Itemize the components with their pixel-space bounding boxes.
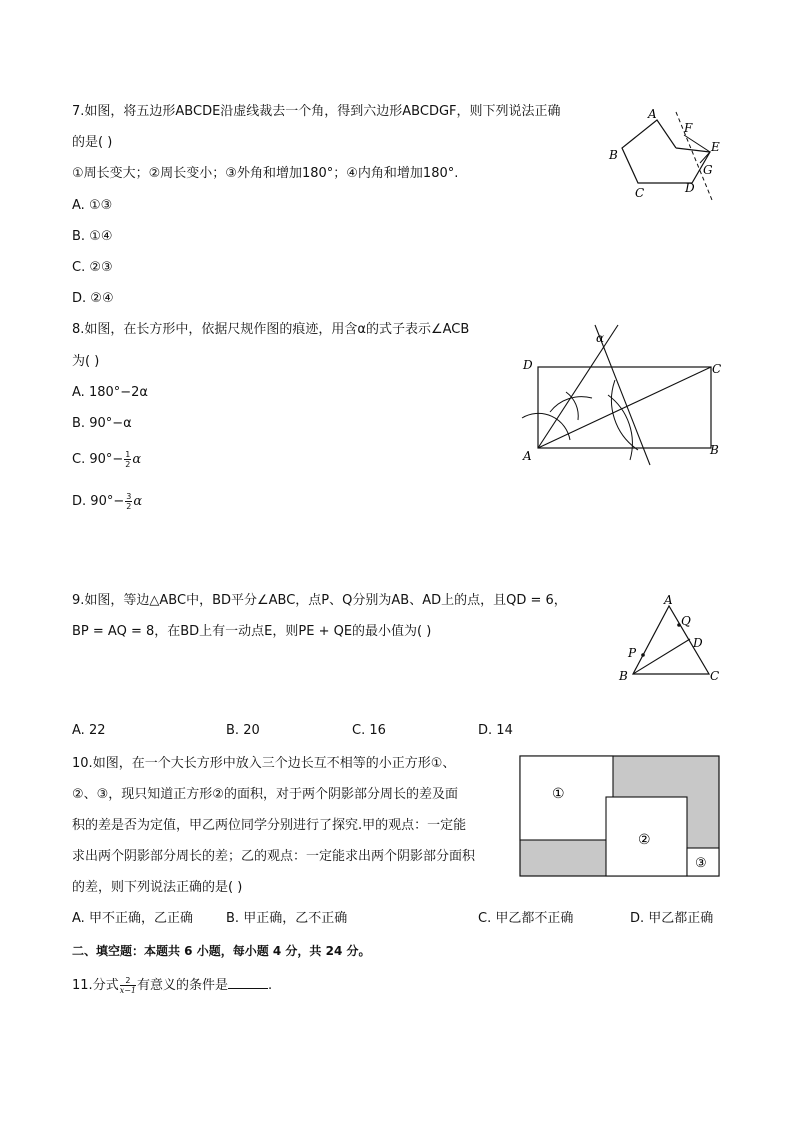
q8-option-a[interactable]: A. 180°−2α <box>72 385 148 400</box>
q9-label-b: B <box>619 669 628 683</box>
q9-option-d[interactable]: D. 14 <box>478 723 513 738</box>
q8-arc-2 <box>550 397 592 412</box>
q10-option-a[interactable]: A. 甲不正确，乙正确 <box>72 911 193 926</box>
q7-number: 7. <box>72 104 85 119</box>
q9-label-p: P <box>628 646 637 660</box>
q11-number: 11. <box>72 978 93 993</box>
q9-label-c: C <box>710 669 720 683</box>
q8-stem-line2: 为( ) <box>72 354 100 369</box>
q8-label-c: C <box>712 362 722 376</box>
q9-option-a[interactable]: A. 22 <box>72 723 106 738</box>
q10-label-1: ① <box>552 786 565 802</box>
q7-stem-line2: 的是( ) <box>72 135 113 150</box>
q8-option-b[interactable]: B. 90°−α <box>72 416 132 431</box>
q7-hexagon-outline <box>622 120 710 183</box>
q7-option-b[interactable]: B. ①④ <box>72 229 113 244</box>
q8-label-b: B <box>710 443 719 457</box>
q8-stem-line1 <box>72 321 469 339</box>
q8-number: 8. <box>72 322 85 337</box>
q7-label-f: F <box>684 121 693 135</box>
q7-option-a[interactable]: A. ①③ <box>72 198 113 213</box>
q10-line5: 的差，则下列说法正确的是( ) <box>72 880 243 895</box>
q9-number: 9. <box>72 593 85 608</box>
q8-option-c[interactable]: C. 90°− $\frac{1}{2}$ α <box>72 450 142 469</box>
q7-statements: ①周长变大；②周长变小；③外角和增加180°；④内角和增加180°. <box>72 166 459 181</box>
q9-point-p <box>641 653 645 657</box>
q7-stem-line1 <box>72 103 561 121</box>
q7-option-c[interactable]: C. ②③ <box>72 260 113 275</box>
q7-option-d[interactable]: D. ②④ <box>72 291 114 306</box>
q11-stem: 11.分式 $\frac{2}{x-1}$ 有意义的条件是 . <box>72 976 273 995</box>
q9-segment-bd <box>633 639 690 674</box>
q9-figure-triangle <box>615 592 725 687</box>
q7-label-a: A <box>648 107 657 121</box>
q10-line3: 积的差是否为定值，甲乙两位同学分别进行了探究.甲的观点：一定能 <box>72 818 467 833</box>
q7-label-b: B <box>609 148 618 162</box>
q7-stem-text: 如图，将五边形ABCDE沿虚线裁去一个角，得到六边形ABCDGF，则下列说法正确 <box>84 104 561 119</box>
q10-figure-squares <box>519 755 721 879</box>
q10-number: 10. <box>72 756 93 771</box>
q10-shaded-right <box>687 798 719 848</box>
q10-option-d[interactable]: D. 甲乙都正确 <box>630 911 714 926</box>
q8-label-a: A <box>523 449 532 463</box>
q7-label-g: G <box>703 163 713 177</box>
q8-option-d[interactable]: D. 90°− $\frac{3}{2}$ α <box>72 492 143 511</box>
q9-stem-text: 如图，等边△ABC中，BD平分∠ABC，点P、Q分别为AB、AD上的点，且QD = 6， <box>84 593 567 608</box>
q10-shaded-bottom-left <box>520 840 606 876</box>
q10-square-1 <box>520 756 613 840</box>
q10-line1: 10.如图，在一个大长方形中放入三个边长互不相等的小正方形①、 <box>72 756 456 771</box>
q10-label-2: ② <box>638 832 651 848</box>
q7-label-c: C <box>635 186 645 200</box>
q11-answer-blank[interactable] <box>228 976 268 989</box>
q10-line4: 求出两个阴影部分周长的差；乙的观点：一定能求出两个阴影部分面积 <box>72 849 476 864</box>
q8-label-d: D <box>523 358 533 372</box>
q9-label-a: A <box>664 593 673 607</box>
q10-line2: ②、③，现只知道正方形②的面积，对于两个阴影部分周长的差及面 <box>72 787 458 802</box>
q8-perpendicular-bisector <box>595 325 650 465</box>
q7-figure-pentagon <box>600 100 730 210</box>
section-2-heading: 二、填空题：本题共 6 小题，每小题 4 分，共 24 分。 <box>72 944 371 958</box>
q8-stem-text: 如图，在长方形中，依据尺规作图的痕迹，用含α的式子表示∠ACB <box>84 322 470 337</box>
q10-label-3: ③ <box>695 856 707 871</box>
q8-angle-alpha: α <box>596 331 605 345</box>
q8-figure-rectangle <box>520 320 730 470</box>
q7-label-d: D <box>685 181 695 195</box>
q9-option-b[interactable]: B. 20 <box>226 723 260 738</box>
q10-shaded-top-right <box>613 756 719 798</box>
q9-label-d: D <box>693 636 703 650</box>
q11-fraction: $\frac{2}{x-1}$ <box>119 976 137 995</box>
q9-option-c[interactable]: C. 16 <box>352 723 386 738</box>
q9-stem-line2: BP = AQ = 8，在BD上有一动点E，则PE + QE的最小值为( ) <box>72 624 432 639</box>
q8-arc-5 <box>611 380 638 450</box>
q10-option-b[interactable]: B. 甲正确，乙不正确 <box>226 911 348 926</box>
q9-label-q: Q <box>681 614 691 628</box>
q10-option-c[interactable]: C. 甲乙都不正确 <box>478 911 574 926</box>
q9-stem-line1 <box>72 592 567 610</box>
q7-label-e: E <box>711 140 720 154</box>
